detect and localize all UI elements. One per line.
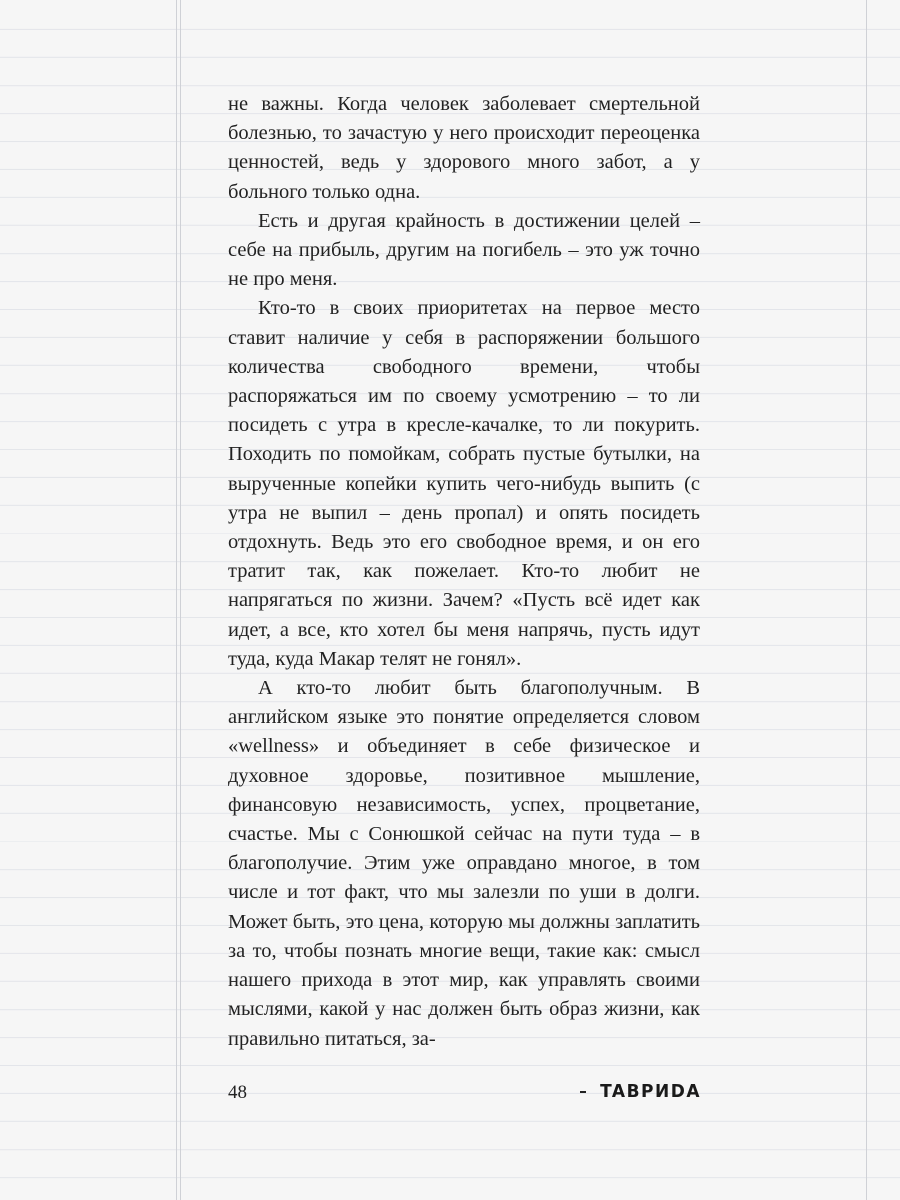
paragraph-4: А кто-то любит быть благополучным. В английском языке это понятие определяется словом «wellness» и объединяет в себе физическое и духовное здоровье, позитивное мышление, финансовую независимость, успех, процветание, счастье. Мы с Сонюшкой сейчас на пути туда – в благополучие. Этим уже оправдано многое, в том числе и тот факт, что мы залезли по уши в долги. Может быть, это цена, которую мы должны заплатить за то, чтобы познать многие вещи, такие как: смысл нашего прихода в этот мир, как управлять своими мыслями, какой у нас должен быть образ жизни, как правильно питаться, за-: [228, 677, 700, 1050]
margin-rule-left-inner: [180, 0, 181, 1200]
paragraph-2: Есть и другая крайность в достижении целей – себе на прибыль, другим на погибель – это уж точно не про меня.: [228, 209, 700, 291]
body-text: [228, 90, 700, 1054]
paragraph-3: Кто-то в своих приоритетах на первое место ставит наличие у себя в распоряжении большого количества свободного времени, чтобы распоряжаться им по своему усмотрению – то ли посидеть с утра в кресле-качалке, то ли покурить. Походить по помойкам, собрать пустые бутылки, на вырученные копейки купить чего-нибудь выпить (с утра не выпил – день пропал) и опять посидеть отдохнуть. Ведь это его свободное время, и он его тратит так, как пожелает. Кто-то любит не напрягаться по жизни. Зачем? «Пусть всё идет как идет, а все, кто хотел бы меня напрячь, пусть идут туда, куда Макар телят не гонял».: [228, 297, 700, 670]
page-number: 48: [228, 1082, 247, 1103]
publisher-logo-text: TABPИDA: [600, 1081, 701, 1103]
margin-rule-right: [866, 0, 867, 1200]
paragraph-1: не важны. Когда человек заболевает смертельной болезнью, то зачастую у него происходит переоценка ценностей, ведь у здорового много забот, а у больного только одна.: [228, 93, 700, 203]
publisher-logo: [575, 1080, 701, 1104]
margin-rule-left-outer: [176, 0, 177, 1200]
logo-dash-icon: [580, 1091, 586, 1093]
